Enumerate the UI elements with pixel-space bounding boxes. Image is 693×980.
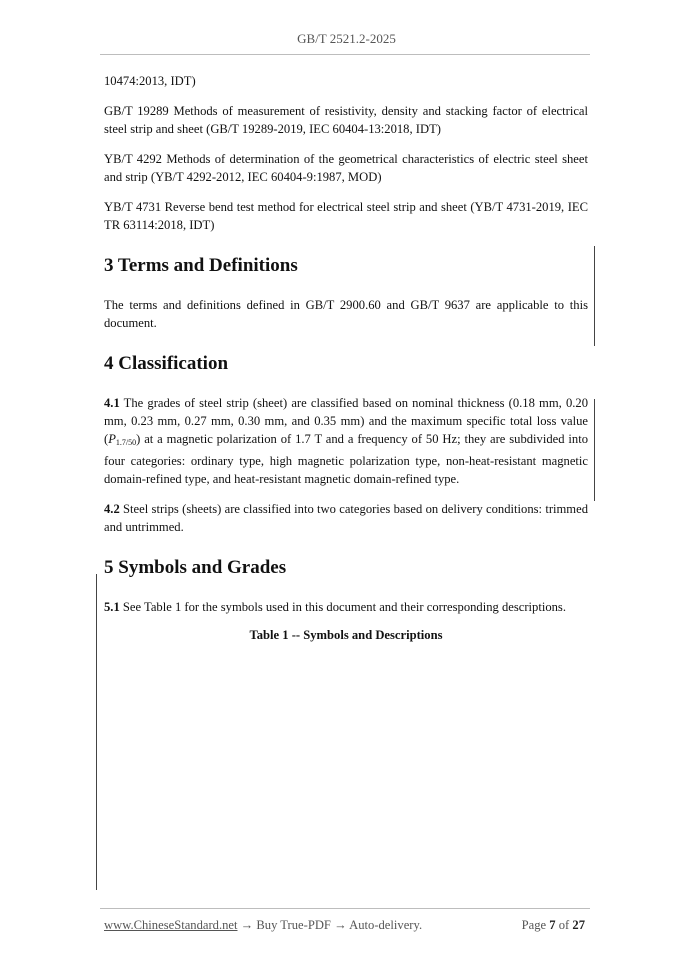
clause-4-1-number: 4.1 (104, 396, 120, 410)
site-link[interactable]: www.ChineseStandard.net (104, 918, 238, 932)
change-bar-section-5 (96, 574, 97, 890)
clause-5-1-number: 5.1 (104, 600, 120, 614)
change-bar-clause-4-1 (594, 399, 595, 501)
page-number: 7 (549, 918, 556, 932)
reference-ybt-4292: YB/T 4292 Methods of determination of the geometrical characteristics of electric steel sheet and strip (YB/T 4292-2012, IEC 60404-9:1987, MOD) (104, 152, 588, 184)
change-bar-section-3 (594, 246, 595, 346)
section-3-heading: 3 Terms and Definitions (104, 255, 298, 276)
promo-text: → Buy True-PDF → Auto-delivery. (237, 918, 423, 932)
clause-5-1 (104, 598, 588, 616)
page-counter (522, 918, 585, 933)
footer-promo (104, 918, 422, 933)
page-total: 27 (572, 918, 585, 932)
footer-divider (100, 908, 590, 909)
clause-4-1 (104, 394, 588, 488)
clause-4-2-number: 4.2 (104, 502, 120, 516)
reference-gbt-19289: GB/T 19289 Methods of measurement of resistivity, density and stacking factor of electrical steel strip and sheet (GB/T 19289-2019, IEC 60404-13:2018, IDT) (104, 104, 588, 136)
section-3-text: The terms and definitions defined in GB/T 2900.60 and GB/T 9637 are applicable to this document. (104, 298, 588, 330)
table-1-title: Table 1 -- Symbols and Descriptions (249, 628, 443, 642)
clause-4-1-text-a: The grades of steel strip (sheet) are classified based on nominal thickness (0.18 mm, 0.20 mm, 0.23 mm, 0.27 mm, 0.30 mm, and 0.35 mm) and the maximum specific total loss value ( (104, 396, 588, 446)
clause-4-1-text-b: ) at a magnetic polarization of 1.7 T and a frequency of 50 Hz; they are subdivided into four categories: ordinary type, high magnetic polarization type, non-heat-resistant magnetic domain-refined type, and heat-resistant magnetic domain-refined type. (104, 432, 588, 486)
loss-symbol: P (108, 432, 116, 446)
page-header (0, 31, 693, 47)
header-divider (100, 54, 590, 55)
clause-4-2-text: Steel strips (sheets) are classified into two categories based on delivery conditions: trimmed and untrimmed. (104, 502, 588, 534)
of-label: of (558, 918, 570, 932)
clause-4-2 (104, 500, 588, 536)
page-content (104, 72, 588, 643)
document-id: GB/T 2521.2-2025 (297, 31, 396, 46)
clause-5-1-text: See Table 1 for the symbols used in this document and their corresponding descriptions. (119, 600, 566, 614)
section-5-heading: 5 Symbols and Grades (104, 557, 287, 578)
loss-symbol-subscript: 1.7/50 (115, 438, 137, 447)
reference-continuation: 10474:2013, IDT) (104, 74, 196, 88)
reference-ybt-4731: YB/T 4731 Reverse bend test method for electrical steel strip and sheet (YB/T 4731-2019, IEC TR 63114:2018, IDT) (104, 200, 588, 232)
page-label: Page (521, 918, 547, 932)
section-4-heading: 4 Classification (104, 353, 229, 374)
